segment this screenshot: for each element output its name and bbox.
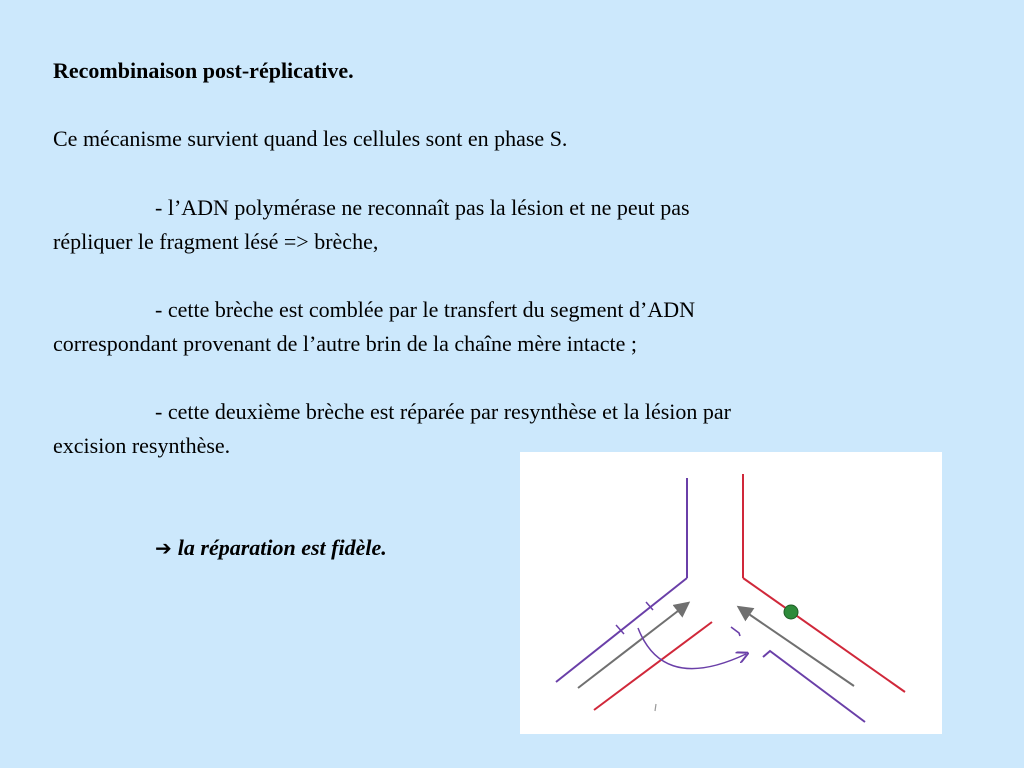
lesion-marker [784, 605, 798, 619]
right-new-strand [740, 608, 854, 686]
right-arrow-icon: ➔ [155, 536, 172, 560]
point-3-line-2: excision resynthèse. [53, 433, 231, 458]
point-3-line-1: - cette deuxième brèche est réparée par resynthèse et la lésion par [155, 399, 731, 424]
point-2-line-2: correspondant provenant de l’autre brin de la chaîne mère intacte ; [53, 331, 637, 356]
replication-fork-diagram [520, 452, 942, 734]
left-new-strand [578, 604, 687, 688]
point-1-line-1: - l’ADN polymérase ne reconnaît pas la lésion et ne peut pas [155, 195, 690, 220]
conclusion [155, 535, 387, 561]
stray-mark [655, 704, 656, 711]
point-2-line-1: - cette brèche est comblée par le transfert du segment d’ADN [155, 297, 695, 322]
slide-title: Recombinaison post-réplicative. [53, 58, 354, 83]
right-parental-strand-arm [763, 651, 865, 722]
right-lesion-strand-arm [743, 578, 905, 692]
point-1-line-2: répliquer le fragment lésé => brèche, [53, 229, 379, 254]
left-lesion-strand-arm [594, 622, 712, 710]
left-parental-strand-arm [556, 578, 687, 682]
transfer-arrow [638, 628, 746, 669]
replication-fork-svg [520, 452, 942, 734]
intro-text: Ce mécanisme survient quand les cellules sont en phase S. [53, 126, 568, 151]
conclusion-text: la réparation est fidèle. [177, 535, 387, 560]
gap-mark [731, 627, 740, 636]
